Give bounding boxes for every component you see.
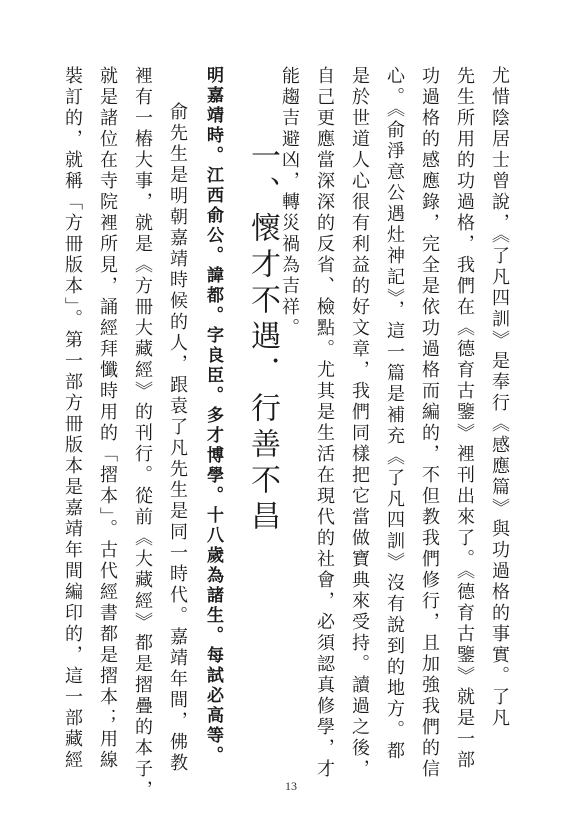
quoted-original-text: 明嘉靖時。江西俞公。諱都。字良臣。多才博學。十八歲為諸生。每試必高等。 bbox=[203, 66, 223, 766]
text-column: 裡有一樁大事，就是《方冊大藏經》的刊行。從前《大藏經》都是摺疊的本子， bbox=[132, 66, 153, 801]
text-column: 就是諸位在寺院裡所見，誦經拜懺時用的「摺本」。古代經書都是摺本；用線 bbox=[97, 66, 118, 771]
text-column: 俞先生是明朝嘉靖時候的人，跟袁了凡先生是同一時代。嘉靖年間，佛教 bbox=[167, 102, 188, 774]
text-column: 先生所用的功過格，我們在《德育古鑒》裡刊出來了。《德育古鑒》就是一部 bbox=[454, 66, 475, 771]
text-column: 裝訂的，就稱「方冊版本」。第一部方冊版本是嘉靖年間編印的，這一部藏經 bbox=[62, 66, 83, 771]
text-column: 功過格的感應錄，完全是依功過格而編的，不但教我們修行，且加強我們的信 bbox=[419, 66, 440, 780]
text-column: 自己更應當深深的反省、檢點。尤其是生活在現代的社會，必須認真修學，才 bbox=[314, 66, 335, 780]
text-column: 心。《俞淨意公遇灶神記》，這一篇是補充《了凡四訓》沒有說到的地方。都 bbox=[384, 66, 405, 762]
text-column: 能趨吉避凶，轉災禍為吉祥。 bbox=[279, 66, 300, 339]
section-heading: 一、懷才不遇．行善不昌 bbox=[245, 140, 280, 536]
text-column: 是於世道人心很有利益的好文章，我們同樣把它當做寶典來受持。讀過之後， bbox=[349, 66, 370, 780]
text-column: 尤惜陰居士曾說，《了凡四訓》是奉行《感應篇》與功過格的事實。了凡 bbox=[489, 66, 510, 729]
page-number: 13 bbox=[285, 779, 297, 793]
